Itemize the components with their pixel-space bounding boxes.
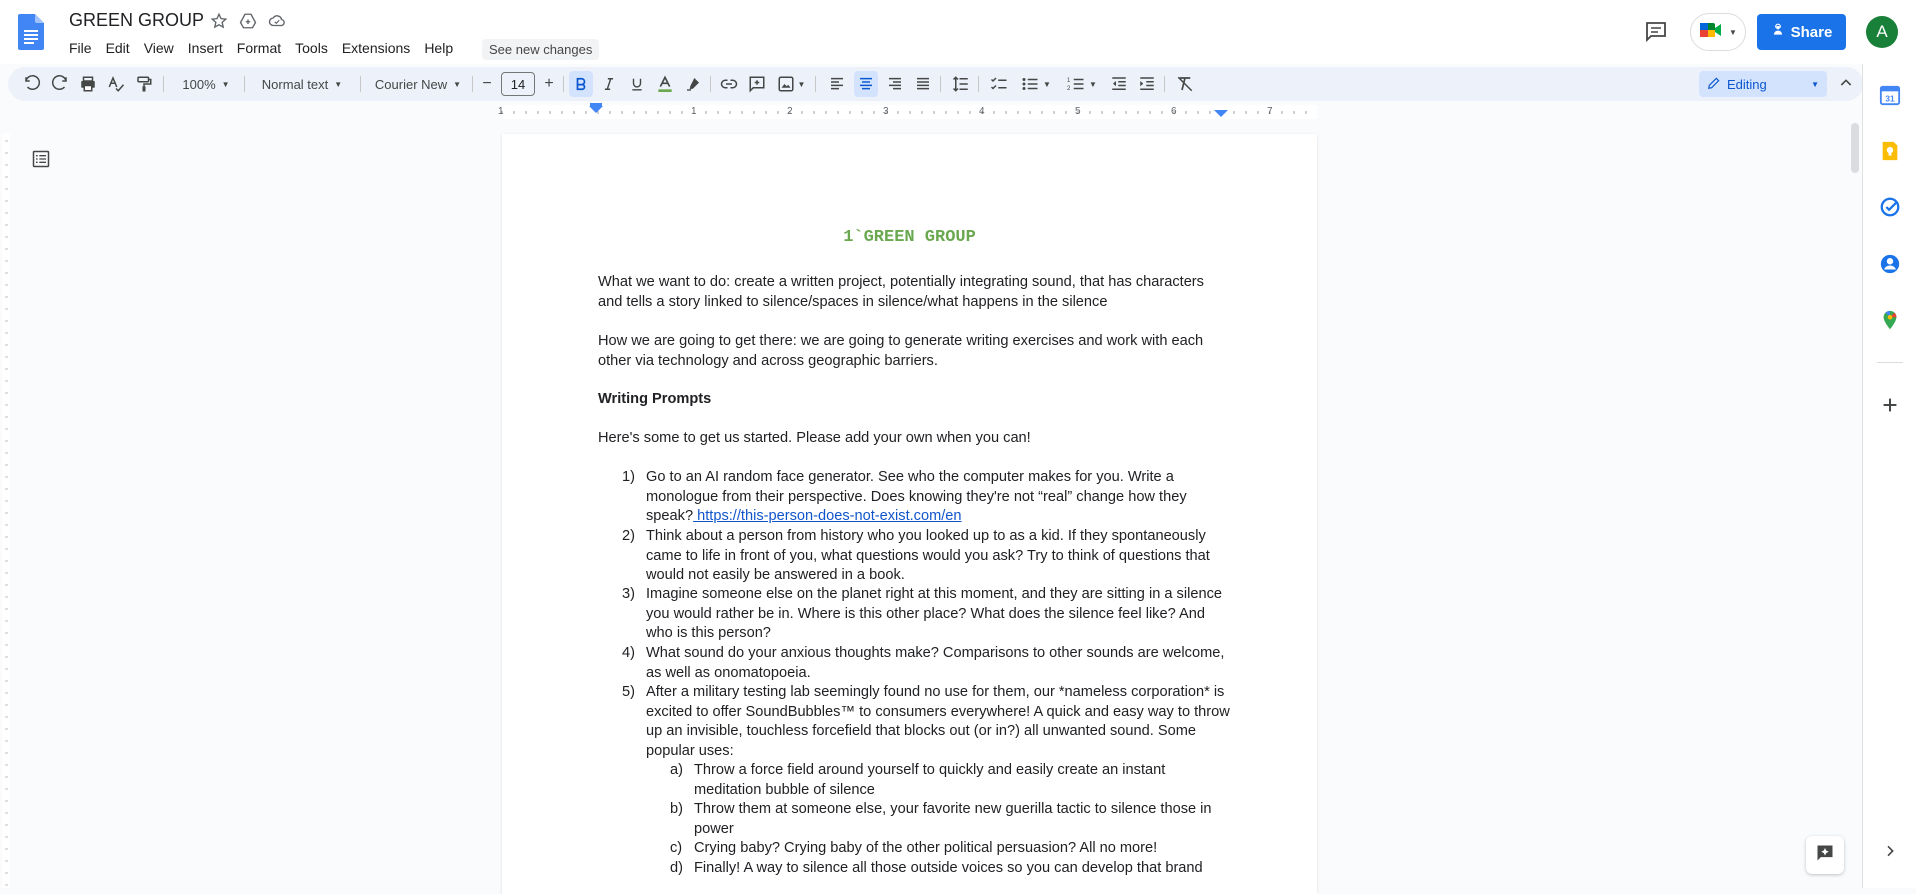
sub-list-text: Throw them at someone else, your favorite new guerilla tactic to silence those in power xyxy=(694,801,1212,837)
ruler-ticks xyxy=(0,103,1862,121)
checklist-icon[interactable] xyxy=(988,71,1010,97)
paragraph-goal[interactable]: What we want to do: create a written project, potentially integrating sound, that has characters and tells a story linked to silence/spaces in silence/what happens in the silence xyxy=(598,274,1204,310)
ruler-number: 5 xyxy=(1075,106,1081,117)
chevron-down-icon: ▼ xyxy=(797,79,806,89)
chevron-down-icon: ▼ xyxy=(453,79,462,89)
redo-icon[interactable] xyxy=(50,71,70,97)
sub-list-letter: d) xyxy=(670,860,683,876)
document-outline-icon[interactable] xyxy=(31,149,51,169)
align-left-icon[interactable] xyxy=(826,71,848,97)
highlight-color-icon[interactable] xyxy=(682,71,704,97)
list-item-text: Imagine someone else on the planet right at this moment, and they are sitting in a silence you would rather be in. Where is this other place? What does the silence feel like? And who is this person? xyxy=(646,586,1222,641)
document-page[interactable] xyxy=(502,134,1317,894)
paragraph-intro[interactable]: Here's some to get us started. Please add your own when you can! xyxy=(598,430,1031,446)
meet-icon xyxy=(1699,20,1725,45)
increase-font-size-button[interactable]: + xyxy=(544,75,554,92)
horizontal-ruler[interactable] xyxy=(0,103,1862,121)
ruler-number: 7 xyxy=(1267,106,1273,117)
writing-prompts-heading[interactable]: Writing Prompts xyxy=(598,391,712,407)
list-item-text xyxy=(646,468,1232,527)
avatar[interactable]: A xyxy=(1866,16,1898,48)
list-item-text: After a military testing lab seemingly found no use for them, our *nameless corporation* is excited to offer SoundBubbles™ to consumers everywhere! A quick and easy way to throw up an invisible, touchless forcefield that blocks out (or in?) all unwanted sound. Some popular uses: xyxy=(646,684,1230,759)
print-icon[interactable] xyxy=(78,71,98,97)
chevron-down-icon: ▼ xyxy=(1729,27,1737,37)
decrease-font-size-button[interactable]: − xyxy=(482,75,492,92)
ruler-number: 3 xyxy=(883,106,889,117)
menu-view[interactable]: View xyxy=(143,40,174,56)
svg-text:2: 2 xyxy=(1067,86,1071,92)
chevron-right-icon[interactable] xyxy=(1882,843,1898,859)
menu-bar xyxy=(62,38,460,58)
align-right-icon[interactable] xyxy=(884,71,906,97)
undo-icon[interactable] xyxy=(22,71,42,97)
list-number: 2) xyxy=(622,528,635,544)
maps-icon[interactable] xyxy=(1879,309,1901,331)
keep-icon[interactable] xyxy=(1879,140,1901,162)
paragraph-approach[interactable]: How we are going to get there: we are going to generate writing exercises and work with each other via technology and across geographic barriers. xyxy=(598,333,1204,369)
numbered-list-icon[interactable] xyxy=(1062,71,1102,97)
move-to-drive-icon[interactable] xyxy=(238,11,258,31)
calendar-icon[interactable] xyxy=(1879,84,1901,106)
paragraph-style-select[interactable] xyxy=(252,71,352,97)
line-spacing-icon[interactable] xyxy=(950,71,972,97)
chevron-down-icon: ▼ xyxy=(1089,79,1097,89)
font-family-select[interactable] xyxy=(366,71,470,97)
toolbar xyxy=(8,67,1863,101)
bold-icon[interactable] xyxy=(569,71,593,97)
font-family-value: Courier New xyxy=(374,76,448,92)
underline-icon[interactable] xyxy=(626,71,648,97)
sub-list-letter: b) xyxy=(670,801,683,817)
scrollbar-thumb[interactable] xyxy=(1851,123,1859,173)
menu-edit[interactable]: Edit xyxy=(105,40,130,56)
face-generator-link[interactable]: https://this-person-does-not-exist.com/en xyxy=(693,508,962,524)
side-panel-divider xyxy=(1877,362,1903,363)
vertical-scrollbar[interactable] xyxy=(1848,121,1862,888)
pencil-icon xyxy=(1707,76,1721,93)
sub-list-text: Crying baby? Crying baby of the other political persuasion? All no more! xyxy=(694,840,1158,856)
right-indent-marker xyxy=(1214,110,1228,117)
paint-format-icon[interactable] xyxy=(134,71,154,97)
menu-file[interactable]: File xyxy=(69,40,92,56)
svg-text:31: 31 xyxy=(1885,94,1895,104)
contacts-icon[interactable] xyxy=(1879,253,1901,275)
comments-icon[interactable] xyxy=(1644,19,1670,45)
left-indent-marker xyxy=(589,106,603,113)
paragraph-style-value: Normal text xyxy=(261,76,329,92)
insert-link-icon[interactable] xyxy=(718,71,740,97)
see-new-changes-button[interactable]: See new changes xyxy=(482,39,599,60)
spellcheck-icon[interactable] xyxy=(106,71,126,97)
list-number: 3) xyxy=(622,586,635,602)
editing-mode-label: Editing xyxy=(1727,76,1767,92)
svg-text:1: 1 xyxy=(1067,77,1071,84)
increase-indent-icon[interactable] xyxy=(1136,71,1158,97)
add-addon-icon[interactable] xyxy=(1879,394,1901,416)
meet-button[interactable] xyxy=(1690,13,1746,51)
cloud-saved-icon[interactable] xyxy=(267,11,287,31)
list-number: 1) xyxy=(622,469,635,485)
explore-button[interactable] xyxy=(1806,836,1844,874)
bulleted-list-icon[interactable] xyxy=(1016,71,1056,97)
align-center-icon[interactable] xyxy=(854,71,878,97)
zoom-select[interactable] xyxy=(176,71,236,97)
collapse-menus-icon[interactable] xyxy=(1838,75,1858,95)
menu-help[interactable]: Help xyxy=(424,40,454,56)
share-button[interactable] xyxy=(1757,14,1846,50)
add-comment-icon[interactable] xyxy=(746,71,768,97)
sub-list-letter: a) xyxy=(670,762,683,778)
list-item-text: What sound do your anxious thoughts make? Comparisons to other sounds are welcome, as well as onomatopoeia. xyxy=(646,645,1225,681)
editing-mode-select[interactable] xyxy=(1699,71,1827,97)
menu-tools[interactable]: Tools xyxy=(295,40,328,56)
ruler-number: 4 xyxy=(979,106,985,117)
zoom-value: 100% xyxy=(182,76,216,92)
title-bar xyxy=(0,0,1916,64)
clear-formatting-icon[interactable] xyxy=(1174,71,1196,97)
side-panel xyxy=(1862,64,1916,888)
chevron-down-icon: ▼ xyxy=(1043,79,1051,89)
menu-insert[interactable]: Insert xyxy=(187,40,223,56)
ruler-number: 2 xyxy=(787,106,793,117)
document-heading[interactable]: 1`GREEN GROUP xyxy=(843,228,976,247)
sub-list-letter: c) xyxy=(670,840,683,856)
first-line-indent-marker xyxy=(590,103,602,106)
ruler-number: 1 xyxy=(691,106,697,117)
chevron-down-icon: ▼ xyxy=(1811,79,1819,89)
list-item-text: Think about a person from history who you looked up to as a kid. If they spontaneously came to life in front of you, what questions would you ask? Try to think of questions that would not easily be answered in a book. xyxy=(646,528,1210,583)
ruler-number: 6 xyxy=(1171,106,1177,117)
sub-list-text: Finally! A way to silence all those outside voices so you can develop that brand xyxy=(694,860,1203,876)
font-size-input[interactable]: 14 xyxy=(501,72,535,96)
menu-format[interactable]: Format xyxy=(236,40,282,56)
docs-logo-icon[interactable] xyxy=(18,14,44,50)
list-number: 4) xyxy=(622,645,635,661)
explore-icon xyxy=(1815,843,1835,868)
lock-icon xyxy=(1771,23,1785,41)
share-label: Share xyxy=(1790,23,1833,41)
star-icon[interactable] xyxy=(209,11,229,31)
align-justify-icon[interactable] xyxy=(912,71,934,97)
chevron-down-icon: ▼ xyxy=(221,79,230,89)
list-number: 5) xyxy=(622,684,635,700)
italic-icon[interactable] xyxy=(598,71,620,97)
document-title[interactable]: GREEN GROUP xyxy=(69,10,205,30)
sub-list-text: Throw a force field around yourself to quickly and easily create an instant meditation bubble of silence xyxy=(694,762,1166,798)
ruler-number: 1 xyxy=(498,106,504,117)
list-item-body: Go to an AI random face generator. See who the computer makes for you. Write a monologue from their perspective. Does knowing they're not “real” change how they speak? xyxy=(646,469,1187,524)
vertical-ruler[interactable] xyxy=(0,121,12,888)
chevron-down-icon: ▼ xyxy=(334,79,343,89)
insert-image-icon[interactable] xyxy=(774,71,808,97)
decrease-indent-icon[interactable] xyxy=(1108,71,1130,97)
tasks-icon[interactable] xyxy=(1879,196,1901,218)
text-color-icon[interactable] xyxy=(654,71,676,97)
menu-extensions[interactable]: Extensions xyxy=(341,40,411,56)
